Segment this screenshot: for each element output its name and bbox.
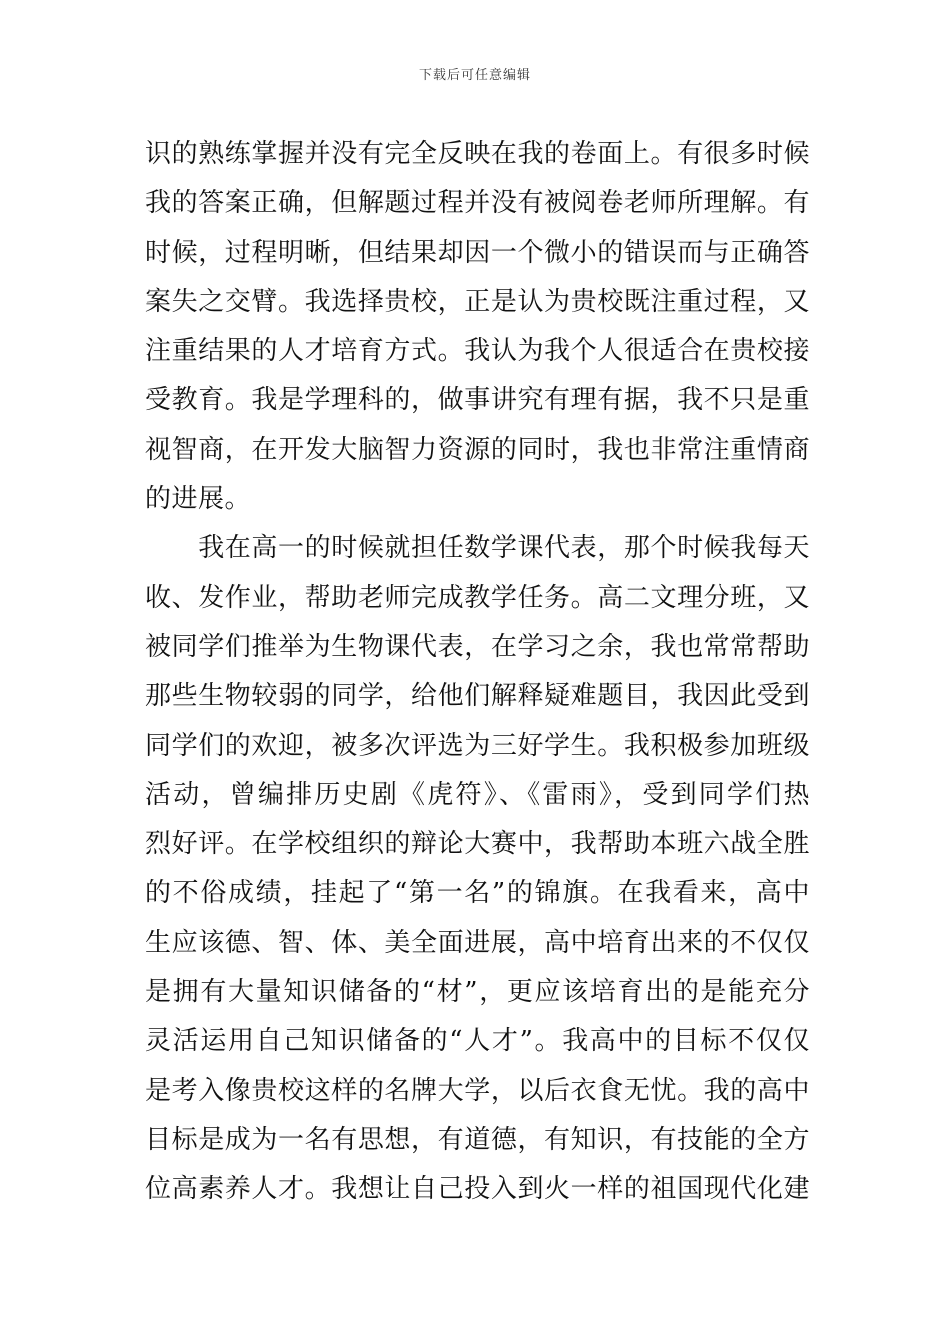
text-line: 活动，曾编排历史剧《虎符》、《雷雨》，受到同学们热 (145, 779, 810, 810)
document-body (145, 130, 810, 1215)
text-line: 位高素养人才。我想让自己投入到火一样的祖国现代化建 (145, 1174, 810, 1205)
page-header: 下载后可任意编辑 (418, 68, 531, 83)
text-line: 视智商，在开发大脑智力资源的同时，我也非常注重情商 (145, 434, 810, 465)
text-line: 识的熟练掌握并没有完全反映在我的卷面上。有很多时候 (145, 139, 810, 169)
text-line: 那些生物较弱的同学，给他们解释疑难题目，我因此受到 (145, 681, 810, 712)
text-line: 灵活运用自己知识储备的“人才”。我高中的目标不仅仅 (145, 1026, 810, 1057)
text-line: 是拥有大量知识储备的“材”，更应该培育出的是能充分 (145, 977, 810, 1008)
text-line: 注重结果的人才培育方式。我认为我个人很适合在贵校接 (145, 336, 810, 367)
text-line-paragraph-end: 的进展。 (145, 484, 252, 515)
text-line: 烈好评。在学校组织的辩论大赛中，我帮助本班六战全胜 (145, 829, 810, 860)
text-line: 目标是成为一名有思想，有道德，有知识，有技能的全方 (145, 1124, 810, 1155)
text-line: 是考入像贵校这样的名牌大学，以后衣食无忧。我的高中 (145, 1075, 810, 1106)
text-line: 我的答案正确，但解题过程并没有被阅卷老师所理解。有 (145, 188, 810, 219)
text-line: 的不俗成绩，挂起了“第一名”的锦旗。在我看来，高中 (145, 878, 810, 909)
text-line: 被同学们推举为生物课代表，在学习之余，我也常常帮助 (145, 631, 810, 662)
text-line: 时候，过程明晰，但结果却因一个微小的错误而与正确答 (145, 237, 810, 268)
text-line: 受教育。我是学理科的，做事讲究有理有据，我不只是重 (145, 385, 810, 416)
text-line-paragraph-start: 我在高一的时候就担任数学课代表，那个时候我每天 (145, 533, 810, 564)
text-line: 收、发作业，帮助老师完成教学任务。高二文理分班，又 (145, 582, 810, 613)
text-line: 案失之交臂。我选择贵校，正是认为贵校既注重过程，又 (145, 286, 810, 317)
text-line: 生应该德、智、体、美全面进展，高中培育出来的不仅仅 (145, 927, 810, 958)
text-line: 同学们的欢迎，被多次评选为三好学生。我积极参加班级 (145, 730, 810, 761)
